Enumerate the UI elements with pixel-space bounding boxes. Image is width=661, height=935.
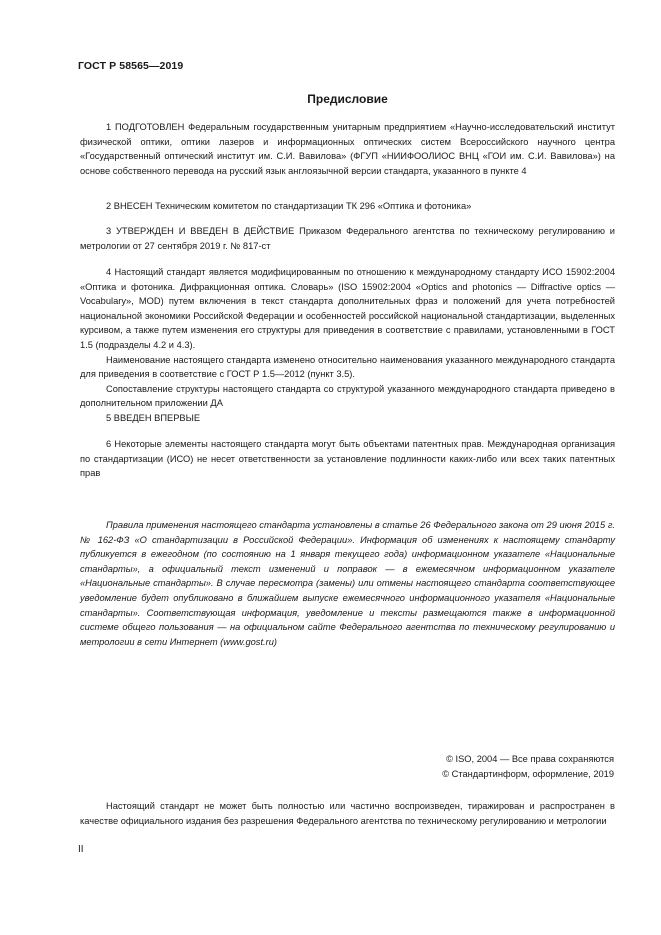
paragraph-3: 3 УТВЕРЖДЕН И ВВЕДЕН В ДЕЙСТВИЕ Приказом Федерального агентства по техническому регулированию и метрологии от 27 сентября 2019 г. № 817-ст (80, 226, 615, 251)
paragraph-introduced (80, 411, 615, 426)
notice-text: Правила применения настоящего стандарта установлены в статье 26 Федерального закона от 29 июня 2015 г. № 162-ФЗ «О стандартизации в Российской Федерации». Информация об изменениях к настоящему стандарту публикуется в ежегодном (по состоянию на 1 января текущего года) информационном указателе «Национальные стандарты», а официальный текст изменений и поправок — в ежемесячном информационном указателе «Национальные стандарты». В случае пересмотра (замены) или отмены настоящего стандарта соответствующее уведомление будет опубликовано в ближайшем выпуске ежемесячного информационного указателя «Национальные стандарты». Соответствующая информация, уведомление и тексты размещаются также в информационной системе общего пользования — на официальном сайте Федерального агентства по техническому регулированию и метрологии в сети Интернет (www.gost.ru) (80, 520, 615, 647)
paragraph-2: 2 ВНЕСЕН Техническим комитетом по стандартизации ТК 296 «Оптика и фотоника» (106, 201, 472, 211)
reproduction-notice (80, 799, 615, 828)
paragraph-submitted (80, 199, 615, 214)
copyright-block (442, 752, 614, 782)
paragraph-5: 5 ВВЕДЕН ВПЕРВЫЕ (106, 413, 201, 423)
paragraph-patents (80, 437, 615, 481)
paragraph-4a: 4 Настоящий стандарт является модифицированным по отношению к международному стандарту ИСО 15902:2004 «Оптика и фотоника. Дифракционная оптика. Словарь» (ISO 15902:2004 «Optics and photonics — Diffractive optics — Vocabulary», MOD) путем включения в текст стандарта дополнительных фраз и положений для учета потребностей национальной экономики Российской Федерации и особенностей российской национальной стандартизации, выделенных курсивом, а также путем изменения его структуры для приведения в соответствие с правилами, установленными в ГОСТ 1.5 (подразделы 4.2 и 4.3). (80, 267, 615, 350)
paragraph-prepared (80, 120, 615, 178)
paragraph-1: 1 ПОДГОТОВЛЕН Федеральным государственным унитарным предприятием «Научно-исследовательский институт физической оптики, оптики лазеров и информационных оптических систем Всероссийского научного центра «Государственный оптический институт им. С.И. Вавилова» (ФГУП «НИИФООЛИОС ВНЦ «ГОИ им. С.И. Вавилова») на основе собственного перевода на русский язык англоязычной версии стандарта, указанного в пункте 4 (80, 122, 615, 176)
copyright-standartinform: © Стандартинформ, оформление, 2019 (442, 769, 614, 779)
paragraph-modified (80, 265, 615, 411)
page-number: II (78, 844, 84, 855)
page-title: Предисловие (307, 92, 388, 106)
paragraph-approved (80, 224, 615, 253)
paragraph-6: 6 Некоторые элементы настоящего стандарта могут быть объектами патентных прав. Международная организация по стандартизации (ИСО) не несет ответственности за установление подлинности каких-либо или всех таких патентных прав (80, 439, 615, 479)
usage-notice (80, 518, 615, 649)
reproduction-text: Настоящий стандарт не может быть полностью или частично воспроизведен, тиражирован и распространен в качестве официального издания без разрешения Федерального агентства по техническому регулированию и метрологии (80, 801, 615, 826)
document-code: ГОСТ Р 58565—2019 (78, 60, 184, 72)
copyright-iso: © ISO, 2004 — Все права сохраняются (446, 754, 614, 764)
paragraph-4b: Наименование настоящего стандарта изменено относительно наименования указанного международного стандарта для приведения в соответствие с ГОСТ Р 1.5—2012 (пункт 3.5). (80, 354, 615, 380)
paragraph-4c: Сопоставление структуры настоящего стандарта со структурой указанного международного стандарта приведено в дополнительном приложении ДА (80, 383, 615, 409)
